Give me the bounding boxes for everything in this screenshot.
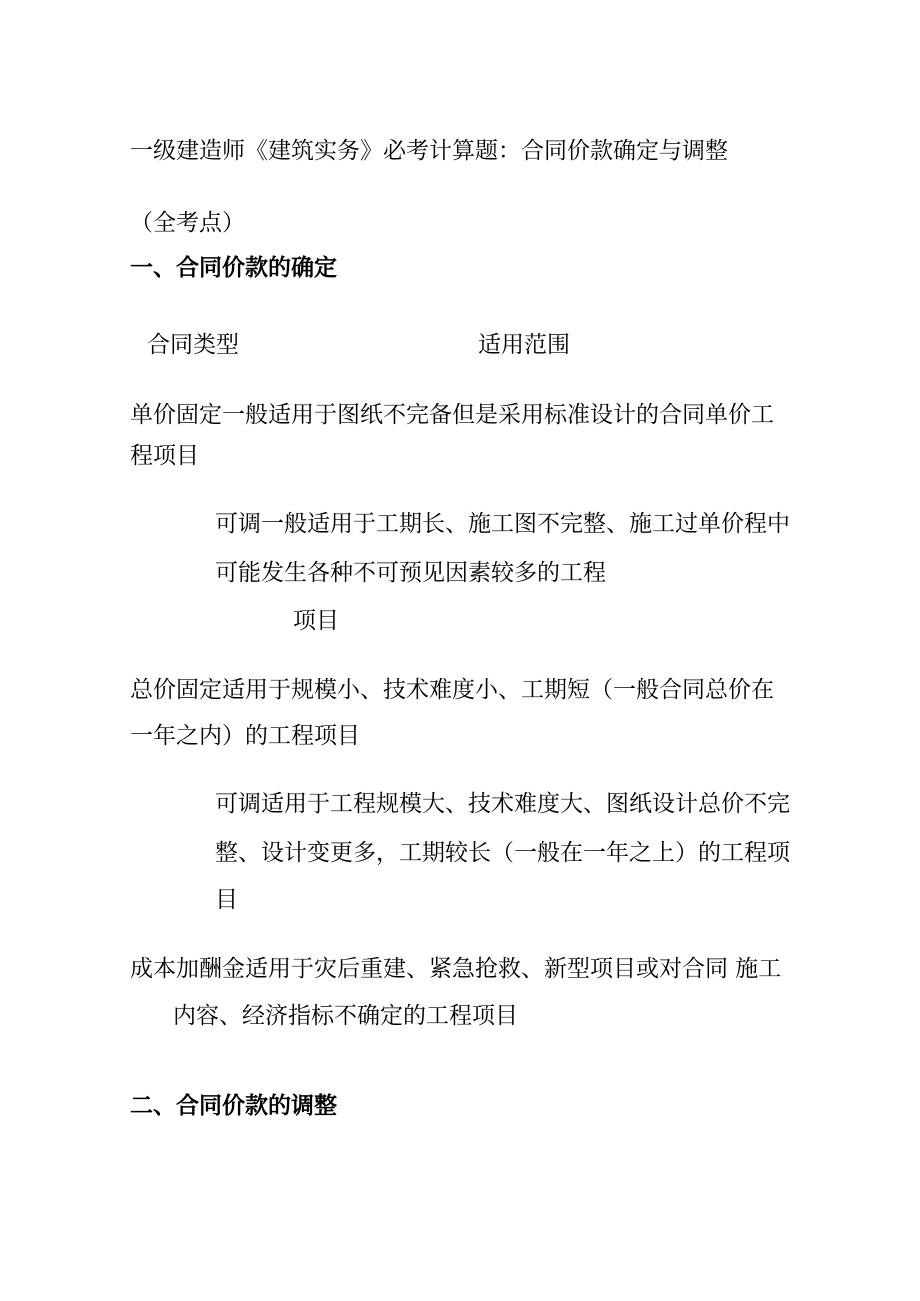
table-header-type: 合同类型 [147, 332, 239, 358]
row-total-adjustable-line2: 整、设计变更多，工期较长（一般在一年之上）的工程项 [215, 840, 790, 866]
row-total-fixed-line1: 总价固定适用于规模小、技术难度小、工期短（一般合同总价在 [130, 677, 774, 703]
row-unit-fixed-line2: 程项目 [130, 443, 199, 469]
row-unit-adjustable-line3: 项目 [293, 608, 339, 634]
row-unit-fixed-line1: 单价固定一般适用于图纸不完备但是采用标准设计的合同单价工 [130, 402, 774, 428]
row-unit-adjustable-line1: 可调一般适用于工期长、施工图不完整、施工过单价程中 [215, 511, 790, 537]
row-total-adjustable-line3: 目 [215, 887, 238, 913]
table-header-scope: 适用范围 [478, 332, 570, 358]
row-unit-adjustable-line2: 可能发生各种不可预见因素较多的工程 [215, 560, 606, 586]
section-heading-adjustment: 二、合同价款的调整 [130, 1093, 337, 1119]
row-cost-plus-line2: 内容、经济指标不确定的工程项目 [173, 1003, 518, 1029]
row-cost-plus-line1: 成本加酬金适用于灾后重建、紧急抢救、新型项目或对合同 施工 [130, 956, 782, 982]
row-total-adjustable-line1: 可调适用于工程规模大、技术难度大、图纸设计总价不完 [215, 791, 790, 817]
document-subtitle: （全考点） [130, 210, 245, 236]
document-title: 一级建造师《建筑实务》必考计算题：合同价款确定与调整 [130, 138, 728, 164]
row-total-fixed-line2: 一年之内）的工程项目 [130, 723, 360, 749]
section-heading-determination: 一、合同价款的确定 [130, 255, 337, 281]
